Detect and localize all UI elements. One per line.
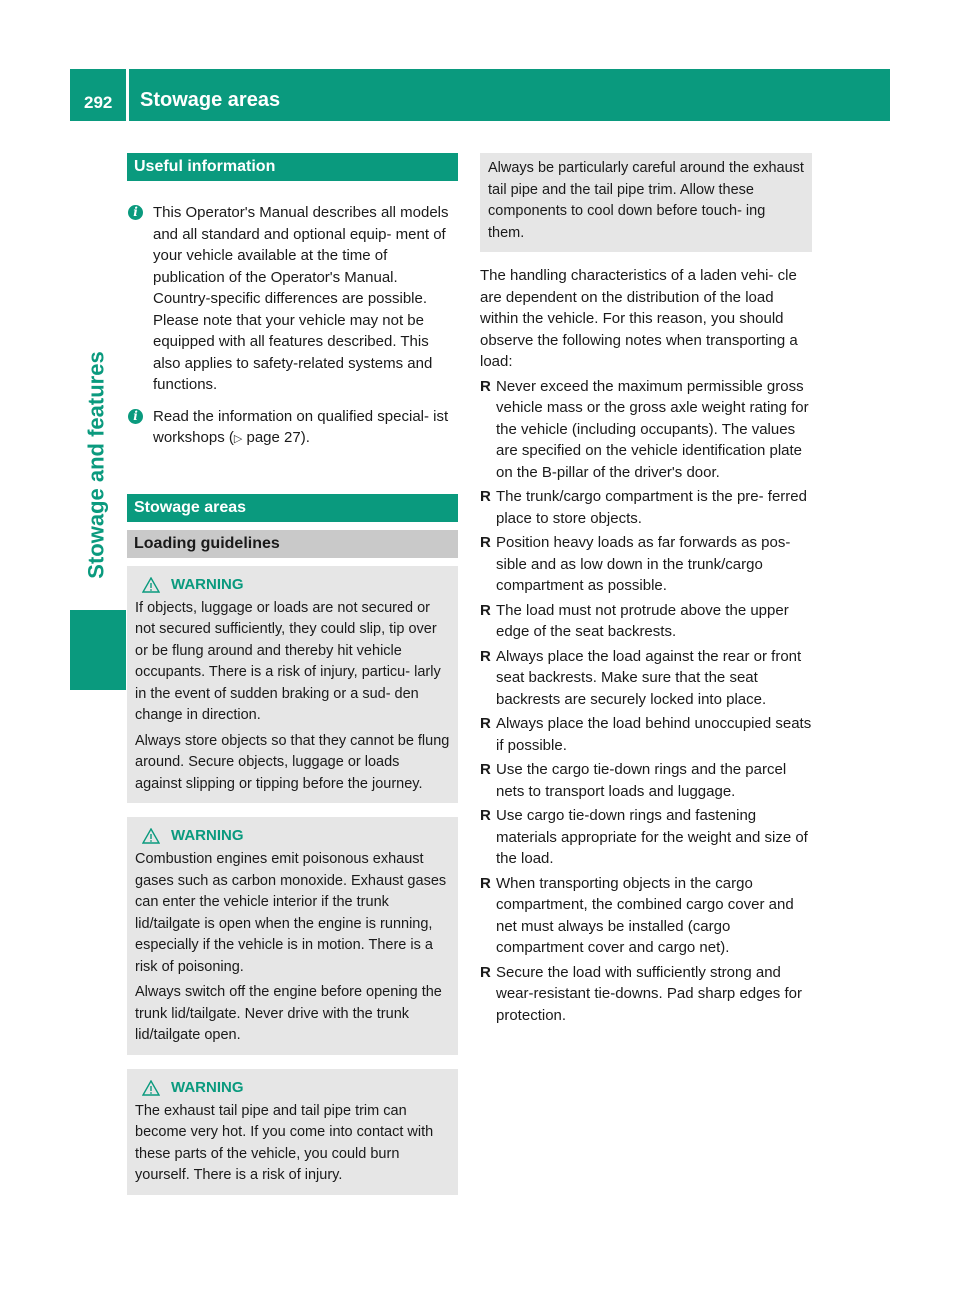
loading-notes-list [480,376,812,1027]
warning-triangle-icon [142,828,160,844]
warning-box-hot-tailpipe [127,1069,458,1195]
warning-text: Always be particularly careful around the exhaust tail pipe and the tail pipe trim. Allow these components to cool down before touch- ing them. [488,160,804,241]
warning-label: WARNING [171,827,244,845]
warning-text: Always switch off the engine before opening the trunk lid/tailgate. Never drive with the trunk lid/tailgate open. [135,984,442,1043]
bullet-glyph: R [480,377,491,395]
list-item-text: Always place the load behind unoccupied seats if possible. [496,715,812,754]
loading-guidelines-heading: Loading guidelines [127,530,458,558]
warning-text: If objects, luggage or loads are not secured or not secured sufficiently, they could slip, tip over or be flung around and thereby hit vehicle occupants. There is a risk of injury, particu- larly in the event of sudden braking or a sud- den change in direction. [135,599,441,723]
side-chapter-text: Stowage and features [84,351,110,579]
bullet-glyph: R [480,647,491,665]
bullet-glyph: R [480,488,491,505]
left-column [127,153,458,1195]
list-item [480,376,812,484]
bullet-glyph: R [480,761,491,778]
warning-label: WARNING [171,1078,244,1096]
info-note-1 [127,202,458,396]
list-item-text: When transporting objects in the cargo compartment, the combined cargo cover and net must always be installed (cargo compartment cover and cargo net). [496,874,794,956]
list-item [480,646,812,711]
warning-text: The exhaust tail pipe and tail pipe trim can become very hot. If you come into contact with these parts of the vehicle, you could burn yourself. There is a risk of injury. [135,1102,434,1183]
bullet-glyph: R [480,534,491,551]
list-item [480,805,812,870]
page-number: 292 [84,93,113,112]
list-item-text: Secure the load with sufficiently strong and wear-resistant tie-downs. Pad sharp edges for protection. [496,963,802,1024]
list-item-text: Never exceed the maximum permissible gross vehicle mass or the gross axle weight rating for the vehicle (including occupants). The values are specified on the vehicle identification plate on the B-pillar of the driver's door. [496,377,809,481]
list-item-text: The trunk/cargo compartment is the pre- ferred place to store objects. [496,488,807,527]
list-item [480,759,812,802]
warning-box-exhaust-gases [127,817,458,1055]
warning-box-objects [127,566,458,804]
list-item [480,873,812,959]
bullet-glyph: R [480,963,491,981]
right-column [480,153,812,1026]
stowage-areas-heading: Stowage areas [127,494,458,522]
side-chapter-tab [70,610,126,690]
list-item [480,962,812,1027]
side-chapter-label [72,330,122,600]
page-reference-link[interactable]: page 27 [246,429,301,446]
list-item [480,713,812,756]
list-item-text: Always place the load against the rear or front seat backrests. Make sure that the seat backrests are securely locked into place. [496,647,802,708]
list-item-text: Use the cargo tie-down rings and the parcel nets to transport loads and luggage. [496,761,787,800]
list-item [480,532,812,597]
header-separator [126,69,129,125]
bullet-glyph: R [480,874,491,892]
bullet-glyph: R [480,601,491,619]
bullet-glyph: R [480,807,491,824]
list-item-text: Use cargo tie-down rings and fastening materials appropriate for the weight and size of the load. [496,807,808,867]
info-icon: i [128,409,143,424]
warning-text: Always store objects so that they cannot be flung around. Secure objects, luggage or loads against slipping or tipping before the journey. [135,732,450,792]
loading-intro-text: The handling characteristics of a laden vehi- cle are dependent on the distribution of the load within the vehicle. For this reason, you should observe the following notes when transporting a load: [480,267,798,370]
info-note-1-text: This Operator's Manual describes all models and all standard and optional equip- ment of your vehicle available at the time of publication of the Operator's Manual. Country-specific differences are possible. Please note that your vehicle may not be equipped with all features described. This also applies to safety-related systems and functions. [153,204,449,393]
warning-header [135,1077,450,1099]
bullet-glyph: R [480,715,491,732]
warning-header [135,574,450,596]
list-item [480,600,812,643]
warning-triangle-icon [142,1080,160,1096]
list-item-text: The load must not protrude above the upper edge of the seat backrests. [496,601,789,640]
warning-label: WARNING [171,575,244,593]
useful-information-heading: Useful information [127,153,458,181]
list-item-text: Position heavy loads as far forwards as pos- sible and as low down in the trunk/cargo compartment as possible. [496,534,791,594]
page-title: Stowage areas [140,89,281,111]
info-icon: i [128,205,143,220]
info-note-2-text-before: Read the information on qualified special- ist workshops ( [153,407,449,446]
info-note-2-text-after: ). [300,429,310,446]
warning-header [135,825,450,847]
warning-text: Combustion engines emit poisonous exhaust gases such as carbon monoxide. Exhaust gases can enter the vehicle interior if the trunk lid/tailgate is open when the engine is running, especially if the vehicle is in motion. There is a risk of poisoning. [135,851,447,975]
info-note-2 [127,406,458,451]
list-item [480,486,812,529]
warning-triangle-icon [142,577,160,593]
warning-box-continued [480,153,812,252]
page-link-arrow-icon: ▷ [233,433,243,445]
